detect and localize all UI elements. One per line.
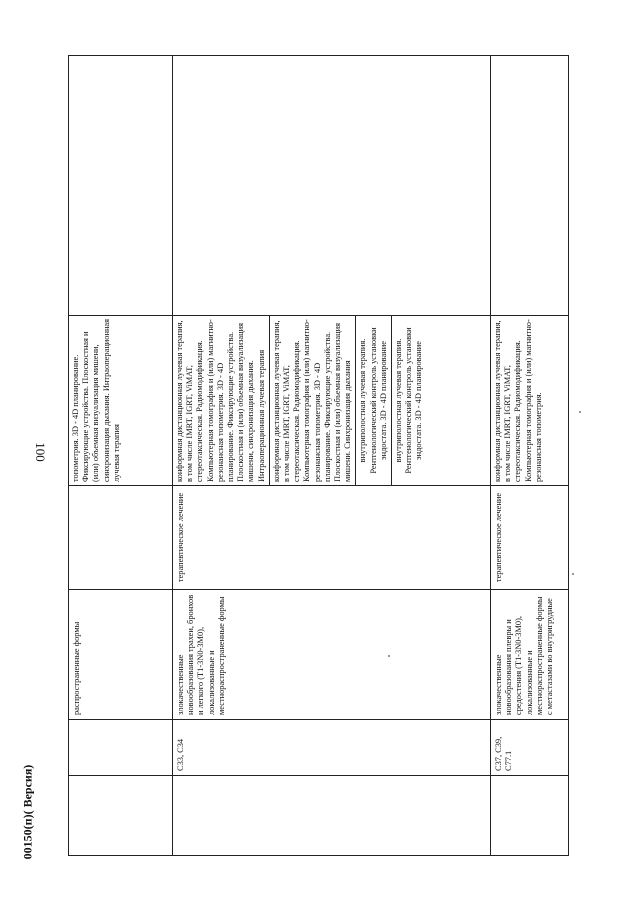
treatment-method-segment: внутриполостная лучевая терапия. Рентгенологический контроль установки эндостата. 3D - 4D планирование [356,316,392,485]
treatment-method-segment: внутриполостная лучевая терапия. Рентгенологический контроль установки эндостата. 3D - 4D планирование [394,327,424,474]
cell-treatment-method [491,316,569,486]
cell-treatment-type [69,486,173,590]
scan-speck [572,573,574,575]
treatment-method-segment: топометрия. 3D - 4D планирование. Фиксирующие устройства. Плоскостная и (или) объемная визуализация мишени, синхронизация дыхания. Интраоперационная лучевая терапия [71,318,121,482]
cell-extra [491,56,569,316]
cell-extra [69,56,173,316]
cell-treatment-type: терапевтическое лечение [491,486,569,590]
medical-care-table [68,55,569,856]
treatment-method-segment: конформная дистанционная лучевая терапия, в том числе IMRT, IGRT, ViMAT, стереотаксическая. Радиомодификация. Компьютерная томография и (или) магнитно-резонансная топометрия. 3D - 4D планирование. Фиксирующие устройства. Плоскостная и (или) объемная визуализация мишени. Синхронизация дыхания [270,316,357,485]
cell-diagnosis: злокачественные новообразования плевры и средостения (T1-3N0-3M0), локализованные и местнораспространенные формы с метастазами во внутригрудные [491,590,569,720]
cell-treatment-method [173,316,491,486]
cell-number [69,776,173,856]
document-code: 00150(п)( Версия) [20,764,35,860]
scan-speck [579,411,581,413]
treatment-method-segment: конформная дистанционная лучевая терапия, в том числе IMRT, IGRT, ViMAT, стереотаксическая. Радиомодификация. Компьютерная томография и (или) магнитно-резонансная топометрия. [493,319,543,482]
rotated-table-area [68,56,568,856]
cell-treatment-type: терапевтическое лечение [173,486,491,590]
cell-treatment-method [69,316,173,486]
page-number: 100 [33,442,48,462]
cell-icd-code [69,720,173,776]
cell-extra [173,56,491,316]
table-row [69,56,173,856]
cell-icd-code: C37, C39, C77.1 [491,720,569,776]
treatment-method-segment: конформная дистанционная лучевая терапия, в том числе IMRT, IGRT, ViMAT, стереотаксическая. Радиомодификация. Компьютерная томография и (или) магнитно-резонансная топометрия. 3D - 4D планирование. Фиксирующие устройства. Плоскостная и (или) объемная визуализация мишени, синхронизация дыхания. Интраоперационная лучевая терапия [173,316,270,485]
cell-diagnosis: распространенные формы [69,590,173,720]
cell-number [491,776,569,856]
cell-icd-code: C33, C34 [173,720,491,776]
cell-diagnosis: злокачественные новообразования трахеи, бронхов и легкого (T1-3N0-3M0), локализованные и местнораспространенные формы [173,590,491,720]
cell-number [173,776,491,856]
table-row [173,56,491,856]
table-row [491,56,569,856]
